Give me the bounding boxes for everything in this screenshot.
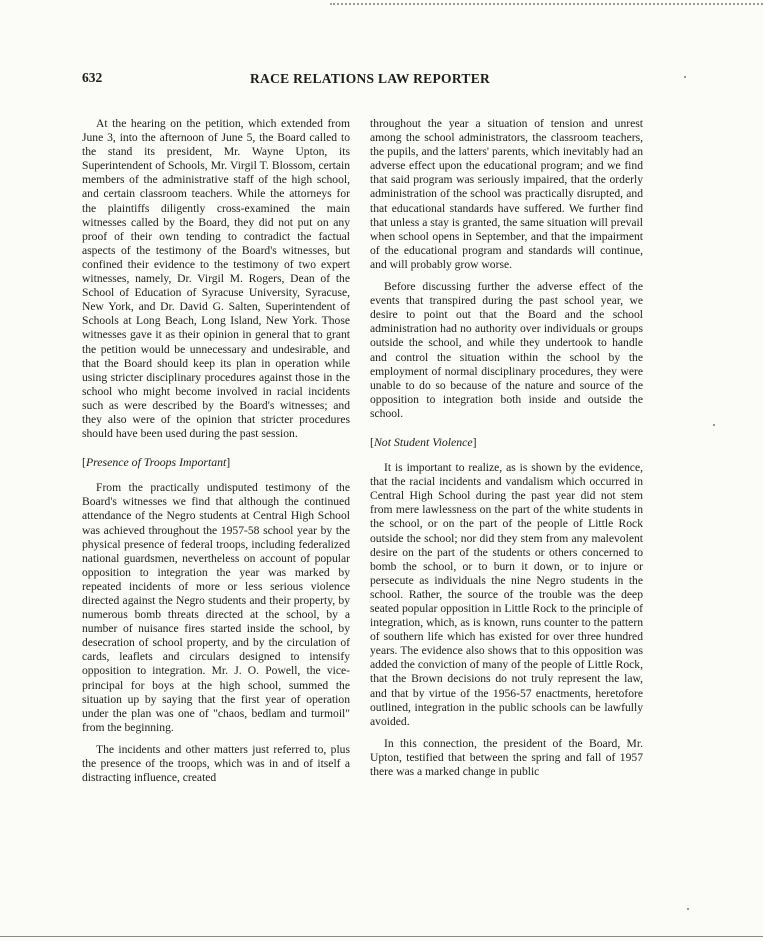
scan-bottom-edge [0, 936, 763, 937]
running-head: RACE RELATIONS LAW REPORTER [250, 71, 491, 86]
left-column [82, 117, 350, 793]
paragraph-authority: Before discussing further the adverse effect of the events that transpired during the past school year, we desire to point out that the Board and the school administration had no authority over individuals or groups outside the school, and while they undertook to handle and control the situation within the school by the employment of normal disciplinary procedures, they were unable to do so because of the nature and source of the opposition to integration both inside and outside the school. [370, 280, 643, 420]
scan-edge-dotted-rule [330, 3, 763, 5]
paragraph-findings: From the practically undisputed testimony of the Board's witnesses we find that although the continued attendance of the Negro students at Central High School was achieved throughout the 1957-58 school year by the physical presence of federal troops, including federalized national guardsmen, nevertheless on account of popular opposition to integration the year was marked by repeated incidents of more or less serious violence directed against the Negro students and their property, by numerous bomb threats directed at the school, by a number of nuisance fires started inside the school, by desecration of school property, and by the circulation of cards, leaflets and circulars designed to intensify opposition to integration. Mr. J. O. Powell, the vice-principal for boys at the high school, summed the situation up by saying that the first year of operation under the plan was one of "chaos, bedlam and turmoil" from the beginning. [82, 481, 350, 734]
paragraph-source-of-trouble: It is important to realize, as is shown by the evidence, that the racial incidents and vandalism which occurred in Central High School during the past year did not stem from mere lawlessness on the part of the white students in the school, or on the part of the people of Little Rock outside the school; nor did they stem from any malevolent desire on the part of the students or others concerned to bomb the school, or to burn it down, or to injure or persecute as individuals the nine Negro students in the school. Rather, the source of the trouble was the deep seated popular opposition in Little Rock to the principle of integration, which, as is known, runs counter to the pattern of southern life which has existed for over three hundred years. The evidence also shows that to this opposition was added the conviction of many of the people of Little Rock, that the Brown decisions do not truly represent the law, and that by virtue of the 1956-57 enactments, heretofore outlined, integration in the public schools can be lawfully avoided. [370, 461, 643, 728]
scan-speck [684, 76, 686, 78]
scan-speck [713, 424, 715, 426]
right-column [370, 117, 643, 787]
paragraph-hearing: At the hearing on the petition, which extended from June 3, into the afternoon of June 5, the Board called to the stand its president, Mr. Wayne Upton, its Superintendent of Schools, Mr. Virgil T. Blossom, certain members of the administrative staff of the high school, and certain classroom teachers. While the attorneys for the plaintiffs diligently cross-examined the main witnesses called by the Board, they did not put on any proof of their own tending to contradict the factual aspects of the testimony of the Board's witnesses, but confined their evidence to the testimony of two expert witnesses, namely, Dr. Virgil M. Rogers, Dean of the School of Education of Syracuse University, Syracuse, New York, and Dr. David G. Salten, Superintendent of Schools at Long Beach, Long Island, New York. Those witnesses gave it as their opinion in general that to grant the petition would be unnecessary and undesirable, and that the Board should keep its plan in operation while using stricter disciplinary procedures against those in the school who might become involved in racial incidents such as were described by the Board's witnesses; and they also were of the opinion that stricter procedures should have been used during the past session. [82, 117, 350, 441]
section-heading-student-violence-text: Not Student Violence [373, 434, 473, 449]
page-number: 632 [82, 70, 103, 85]
paragraph-incidents: The incidents and other matters just referred to, plus the presence of the troops, which was in and of itself a distracting influence, created [82, 742, 350, 785]
paragraph-tension-continued: throughout the year a situation of tension and unrest among the school administrators, the classroom teachers, the pupils, and the latters' parents, which inevitably had an adverse effect upon the educational program; and we find that said program was seriously impaired, that the orderly administration of the school was practically disrupted, and that educational standards have suffered. We further find that unless a stay is granted, the same situation will prevail when school opens in September, and that the impairment of the educational program and standards will continue, and will probably grow worse. [370, 117, 643, 271]
scan-speck [687, 908, 689, 910]
section-heading-troops-text: Presence of Troops Important [85, 455, 227, 470]
paragraph-upton-testimony: In this connection, the president of the Board, Mr. Upton, testified that between the spring and fall of 1957 there was a marked change in public [370, 736, 643, 779]
section-heading-troops: [Presence of Troops Important] [82, 455, 231, 470]
section-heading-student-violence: [Not Student Violence] [370, 434, 477, 449]
